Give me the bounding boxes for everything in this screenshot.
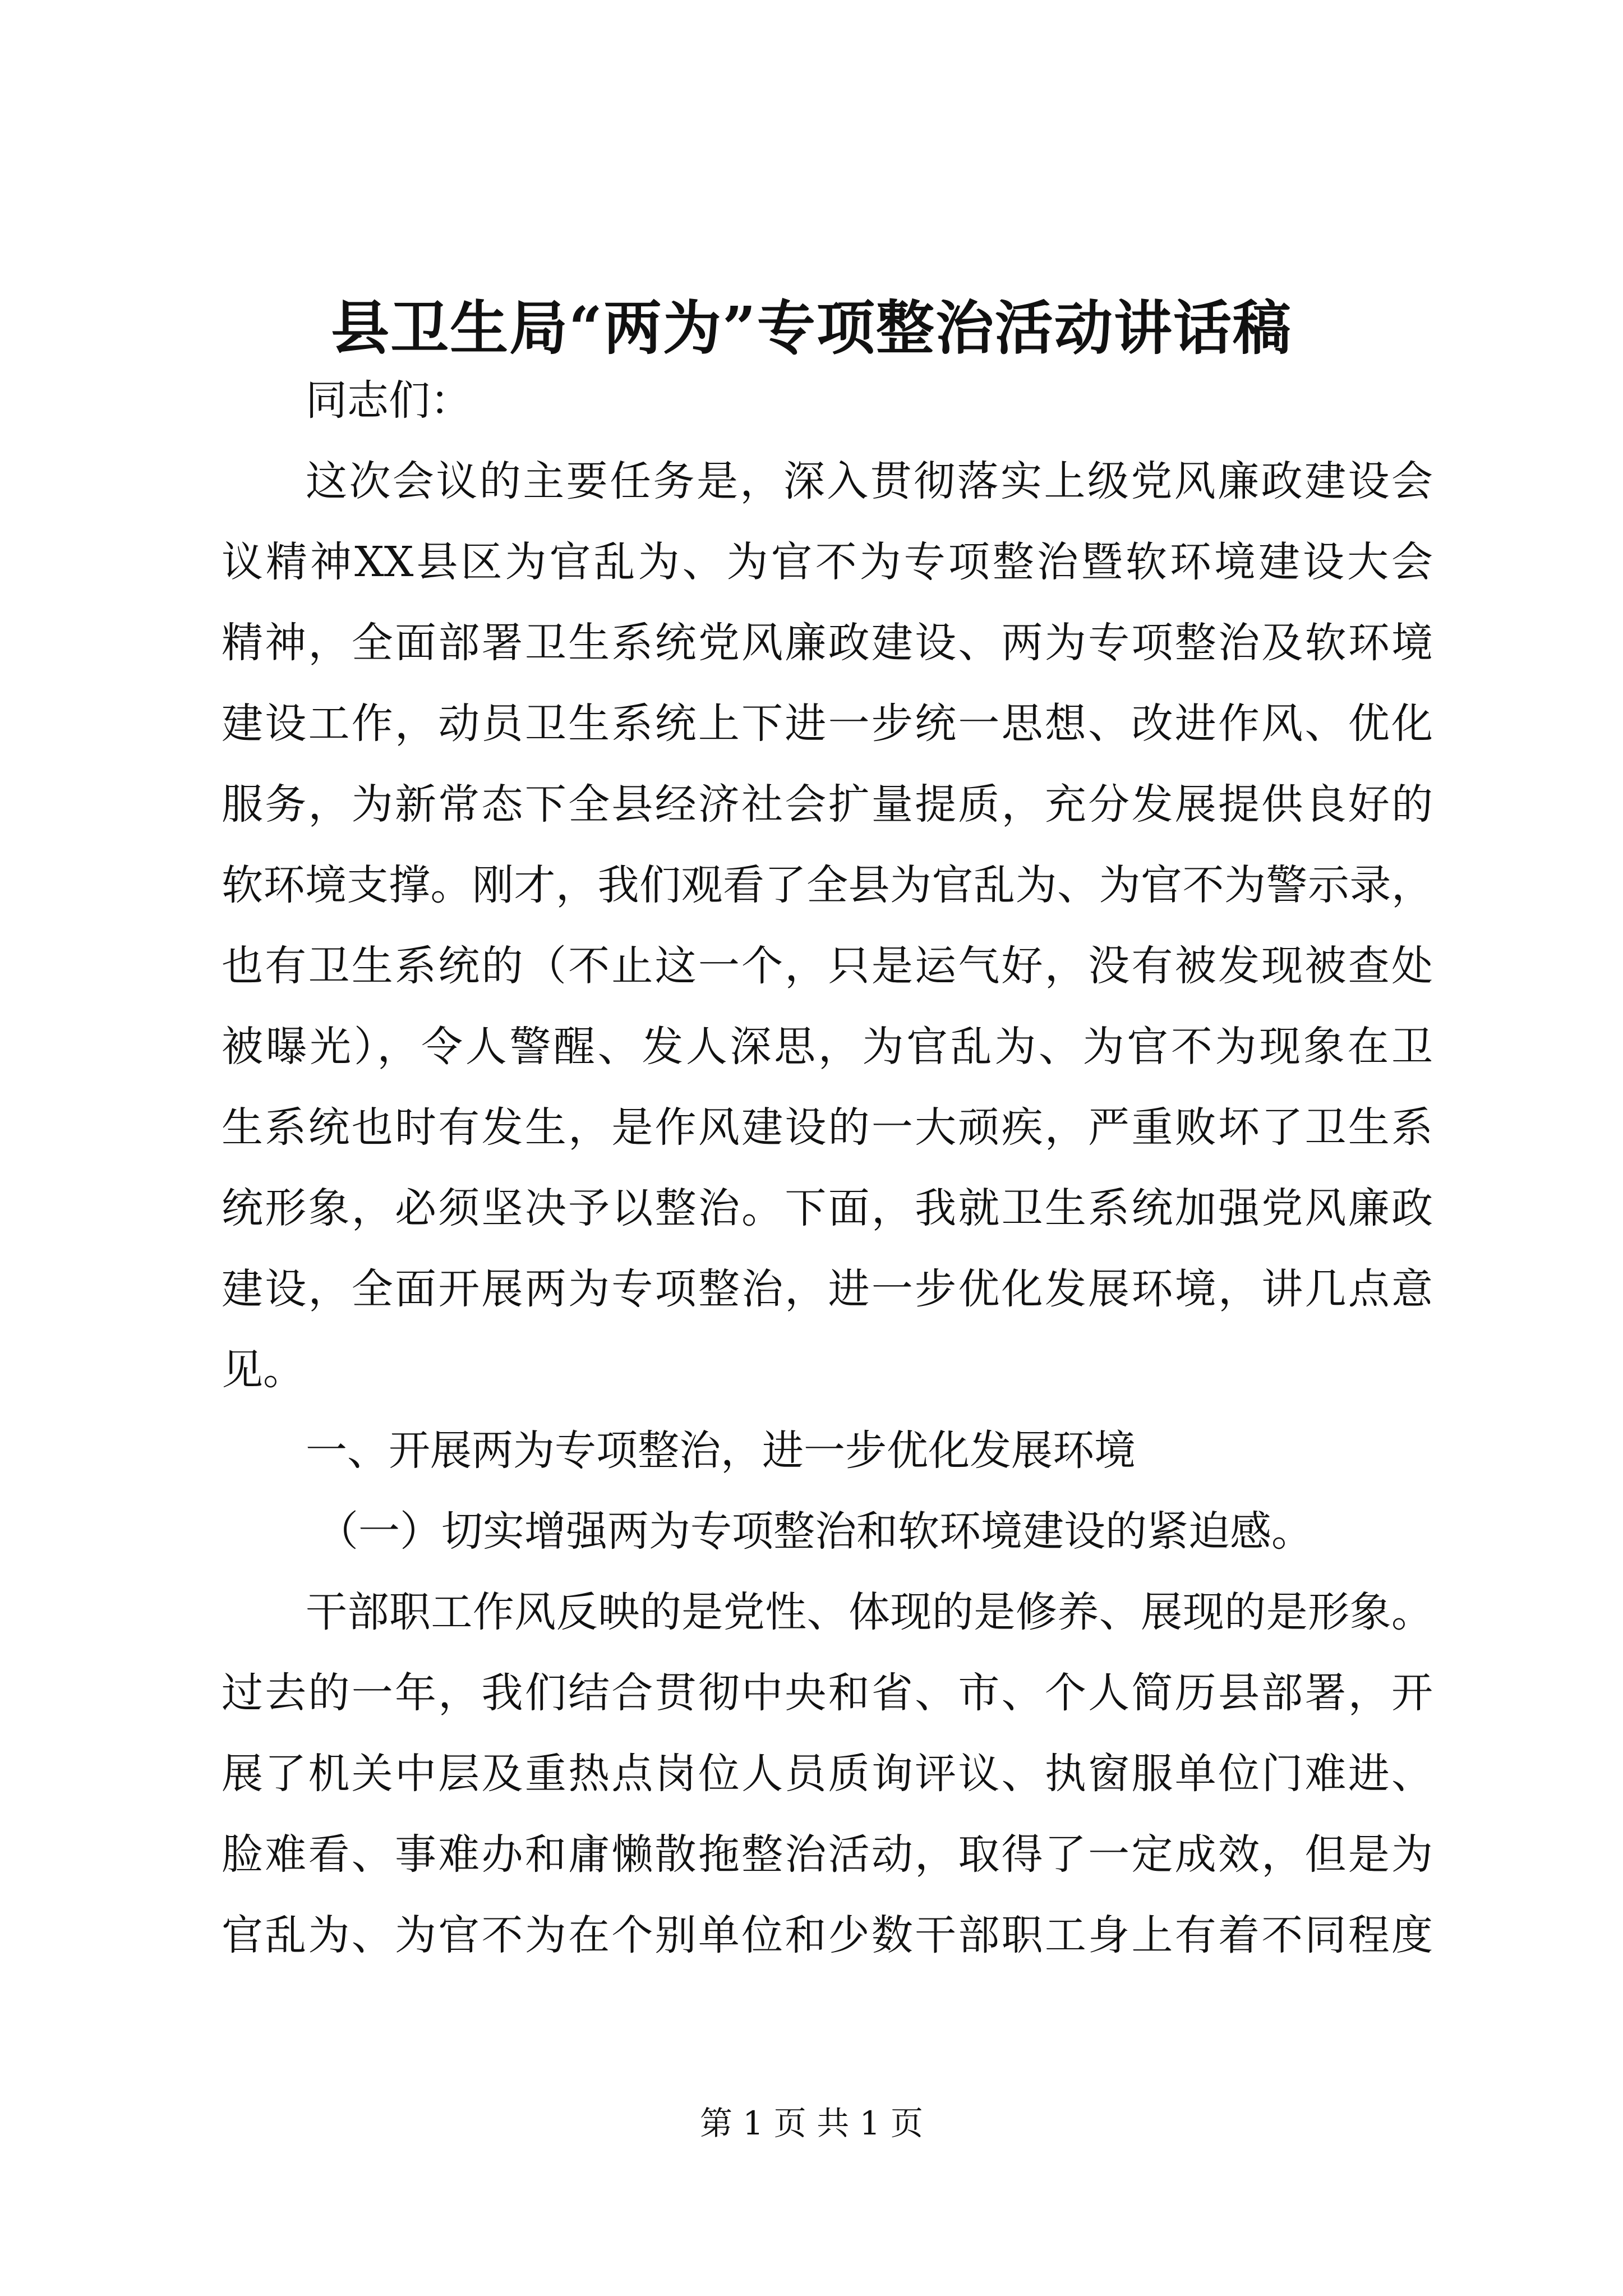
body-line: 精神，全面部署卫生系统党风廉政建设、两为专项整治及软环境 bbox=[222, 619, 1433, 667]
page-number-footer: 第 1 页 共 1 页 bbox=[700, 2104, 923, 2142]
body-line: 脸难看、事难办和庸懒散拖整治活动，取得了一定成效，但是为 bbox=[222, 1830, 1433, 1879]
body-line: 议精神XX县区为官乱为、为官不为专项整治暨软环境建设大会 bbox=[222, 538, 1433, 586]
body-line: 过去的一年，我们结合贯彻中央和省、市、个人简历县部署，开 bbox=[222, 1669, 1433, 1717]
body-line: 这次会议的主要任务是，深入贯彻落实上级党风廉政建设会 bbox=[306, 457, 1433, 505]
body-line: 见。 bbox=[222, 1346, 305, 1394]
body-line: 服务，为新常态下全县经济社会扩量提质，充分发展提供良好的 bbox=[222, 780, 1433, 829]
body-line: 官乱为、为官不为在个别单位和少数干部职工身上有着不同程度 bbox=[222, 1911, 1433, 1959]
document-body bbox=[222, 360, 1433, 1976]
body-line: 统形象，必须坚决予以整治。下面，我就卫生系统加强党风廉政 bbox=[222, 1184, 1433, 1232]
document-title: 县卫生局“两为”专项整治活动讲话稿 bbox=[331, 293, 1292, 362]
body-line: 建设，全面开展两为专项整治，进一步优化发展环境，讲几点意 bbox=[222, 1265, 1433, 1313]
body-line: 干部职工作风反映的是党性、体现的是修养、展现的是形象。 bbox=[306, 1588, 1433, 1636]
body-line: 软环境支撑。刚才，我们观看了全县为官乱为、为官不为警示录， bbox=[222, 861, 1433, 909]
subsection-heading: （一）切实增强两为专项整治和软环境建设的紧迫感。 bbox=[317, 1507, 1313, 1556]
body-line: 被曝光），令人警醒、发人深思，为官乱为、为官不为现象在卫 bbox=[222, 1023, 1433, 1071]
body-line: 生系统也时有发生，是作风建设的一大顽疾，严重败坏了卫生系 bbox=[222, 1103, 1433, 1152]
salutation: 同志们： bbox=[306, 376, 472, 425]
body-line: 建设工作，动员卫生系统上下进一步统一思想、改进作风、优化 bbox=[222, 700, 1433, 748]
body-line: 也有卫生系统的（不止这一个，只是运气好，没有被发现被查处 bbox=[222, 942, 1433, 990]
body-line: 展了机关中层及重热点岗位人员质询评议、执窗服单位门难进、 bbox=[222, 1750, 1433, 1798]
section-heading: 一、开展两为专项整治，进一步优化发展环境 bbox=[306, 1427, 1136, 1475]
